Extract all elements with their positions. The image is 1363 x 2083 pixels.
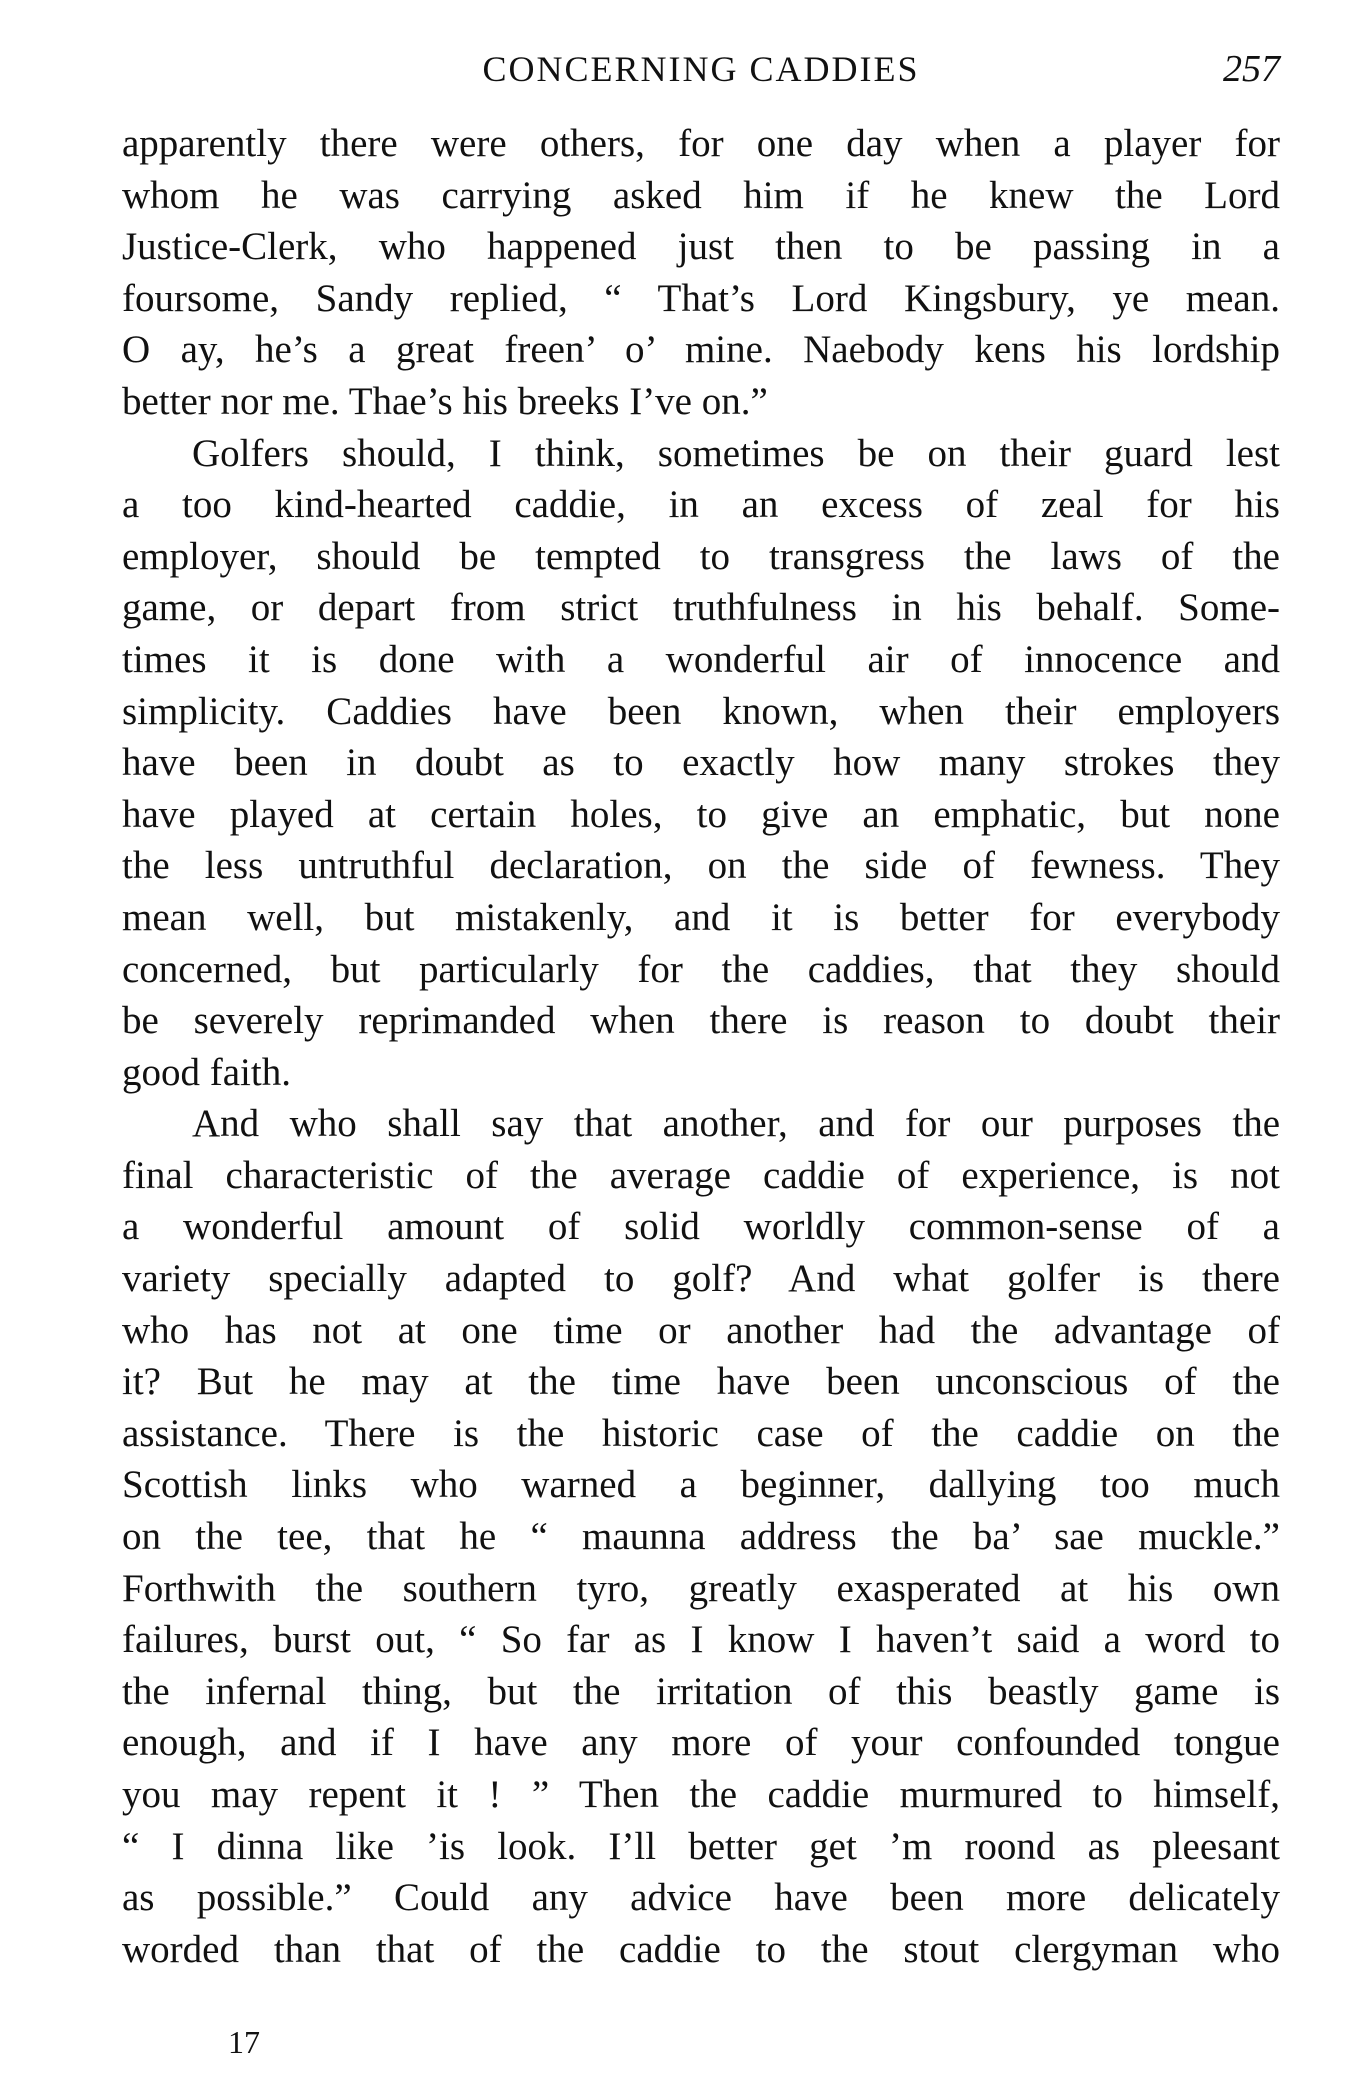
text-line: the less untruthful declaration, on the side of fewness. They [122,844,1280,888]
text-line: whom he was carrying asked him if he knew the Lord [122,173,1280,217]
page-number: 257 [1223,48,1280,90]
text-line: better nor me. Thae’s his breeks I’ve on.” [122,379,768,423]
text-line: And who shall say that another, and for our purposes the [192,1102,1280,1146]
text-line: Forthwith the southern tyro, greatly exasperated at his own [122,1566,1280,1610]
text-line: Justice-Clerk, who happened just then to be passing in a [122,225,1280,269]
text-line: O ay, he’s a great freen’ o’ mine. Naebody kens his lordship [122,328,1280,372]
text-line: mean well, but mistakenly, and it is better for everybody [122,895,1280,939]
text-line: final characteristic of the average caddie of experience, is not [122,1153,1280,1197]
text-line: good faith. [122,1050,291,1094]
text-line: employer, should be tempted to transgress the laws of the [122,534,1280,578]
running-head [122,44,1280,94]
running-title: CONCERNING CADDIES [482,49,920,89]
body-text [122,118,1280,1975]
text-line: a wonderful amount of solid worldly common-sense of a [122,1205,1280,1249]
text-line: Golfers should, I think, sometimes be on their guard lest [192,431,1280,475]
text-line: worded than that of the caddie to the stout clergyman who [122,1927,1280,1971]
text-line: have played at certain holes, to give an emphatic, but none [122,792,1280,836]
text-line: times it is done with a wonderful air of innocence and [122,637,1280,681]
text-line: a too kind-hearted caddie, in an excess of zeal for his [122,483,1280,527]
text-line: foursome, Sandy replied, “ That’s Lord Kingsbury, ye mean. [122,276,1280,320]
text-line: “ I dinna like ’is look. I’ll better get ’m roond as pleesant [122,1824,1280,1868]
text-line: be severely reprimanded when there is reason to doubt their [122,999,1280,1043]
signature-mark: 17 [228,2024,260,2060]
text-line: as possible.” Could any advice have been more delicately [122,1876,1280,1920]
text-line: enough, and if I have any more of your confounded tongue [122,1721,1280,1765]
text-line: the infernal thing, but the irritation of this beastly game is [122,1669,1280,1713]
text-line: variety specially adapted to golf? And what golfer is there [122,1257,1280,1301]
text-line: who has not at one time or another had the advantage of [122,1308,1280,1352]
text-line: have been in doubt as to exactly how many strokes they [122,741,1280,785]
text-line: assistance. There is the historic case of the caddie on the [122,1411,1280,1455]
text-line: Scottish links who warned a beginner, dallying too much [122,1463,1280,1507]
text-line: it? But he may at the time have been unconscious of the [122,1360,1280,1404]
text-line: on the tee, that he “ maunna address the ba’ sae muckle.” [122,1515,1280,1559]
text-line: game, or depart from strict truthfulness in his behalf. Some- [122,586,1280,630]
text-line: failures, burst out, “ So far as I know I haven’t said a word to [122,1618,1280,1662]
text-line: concerned, but particularly for the caddies, that they should [122,947,1280,991]
text-line: you may repent it ! ” Then the caddie murmured to himself, [122,1773,1280,1816]
text-line: apparently there were others, for one day when a player for [122,122,1280,165]
text-line: simplicity. Caddies have been known, when their employers [122,689,1280,733]
